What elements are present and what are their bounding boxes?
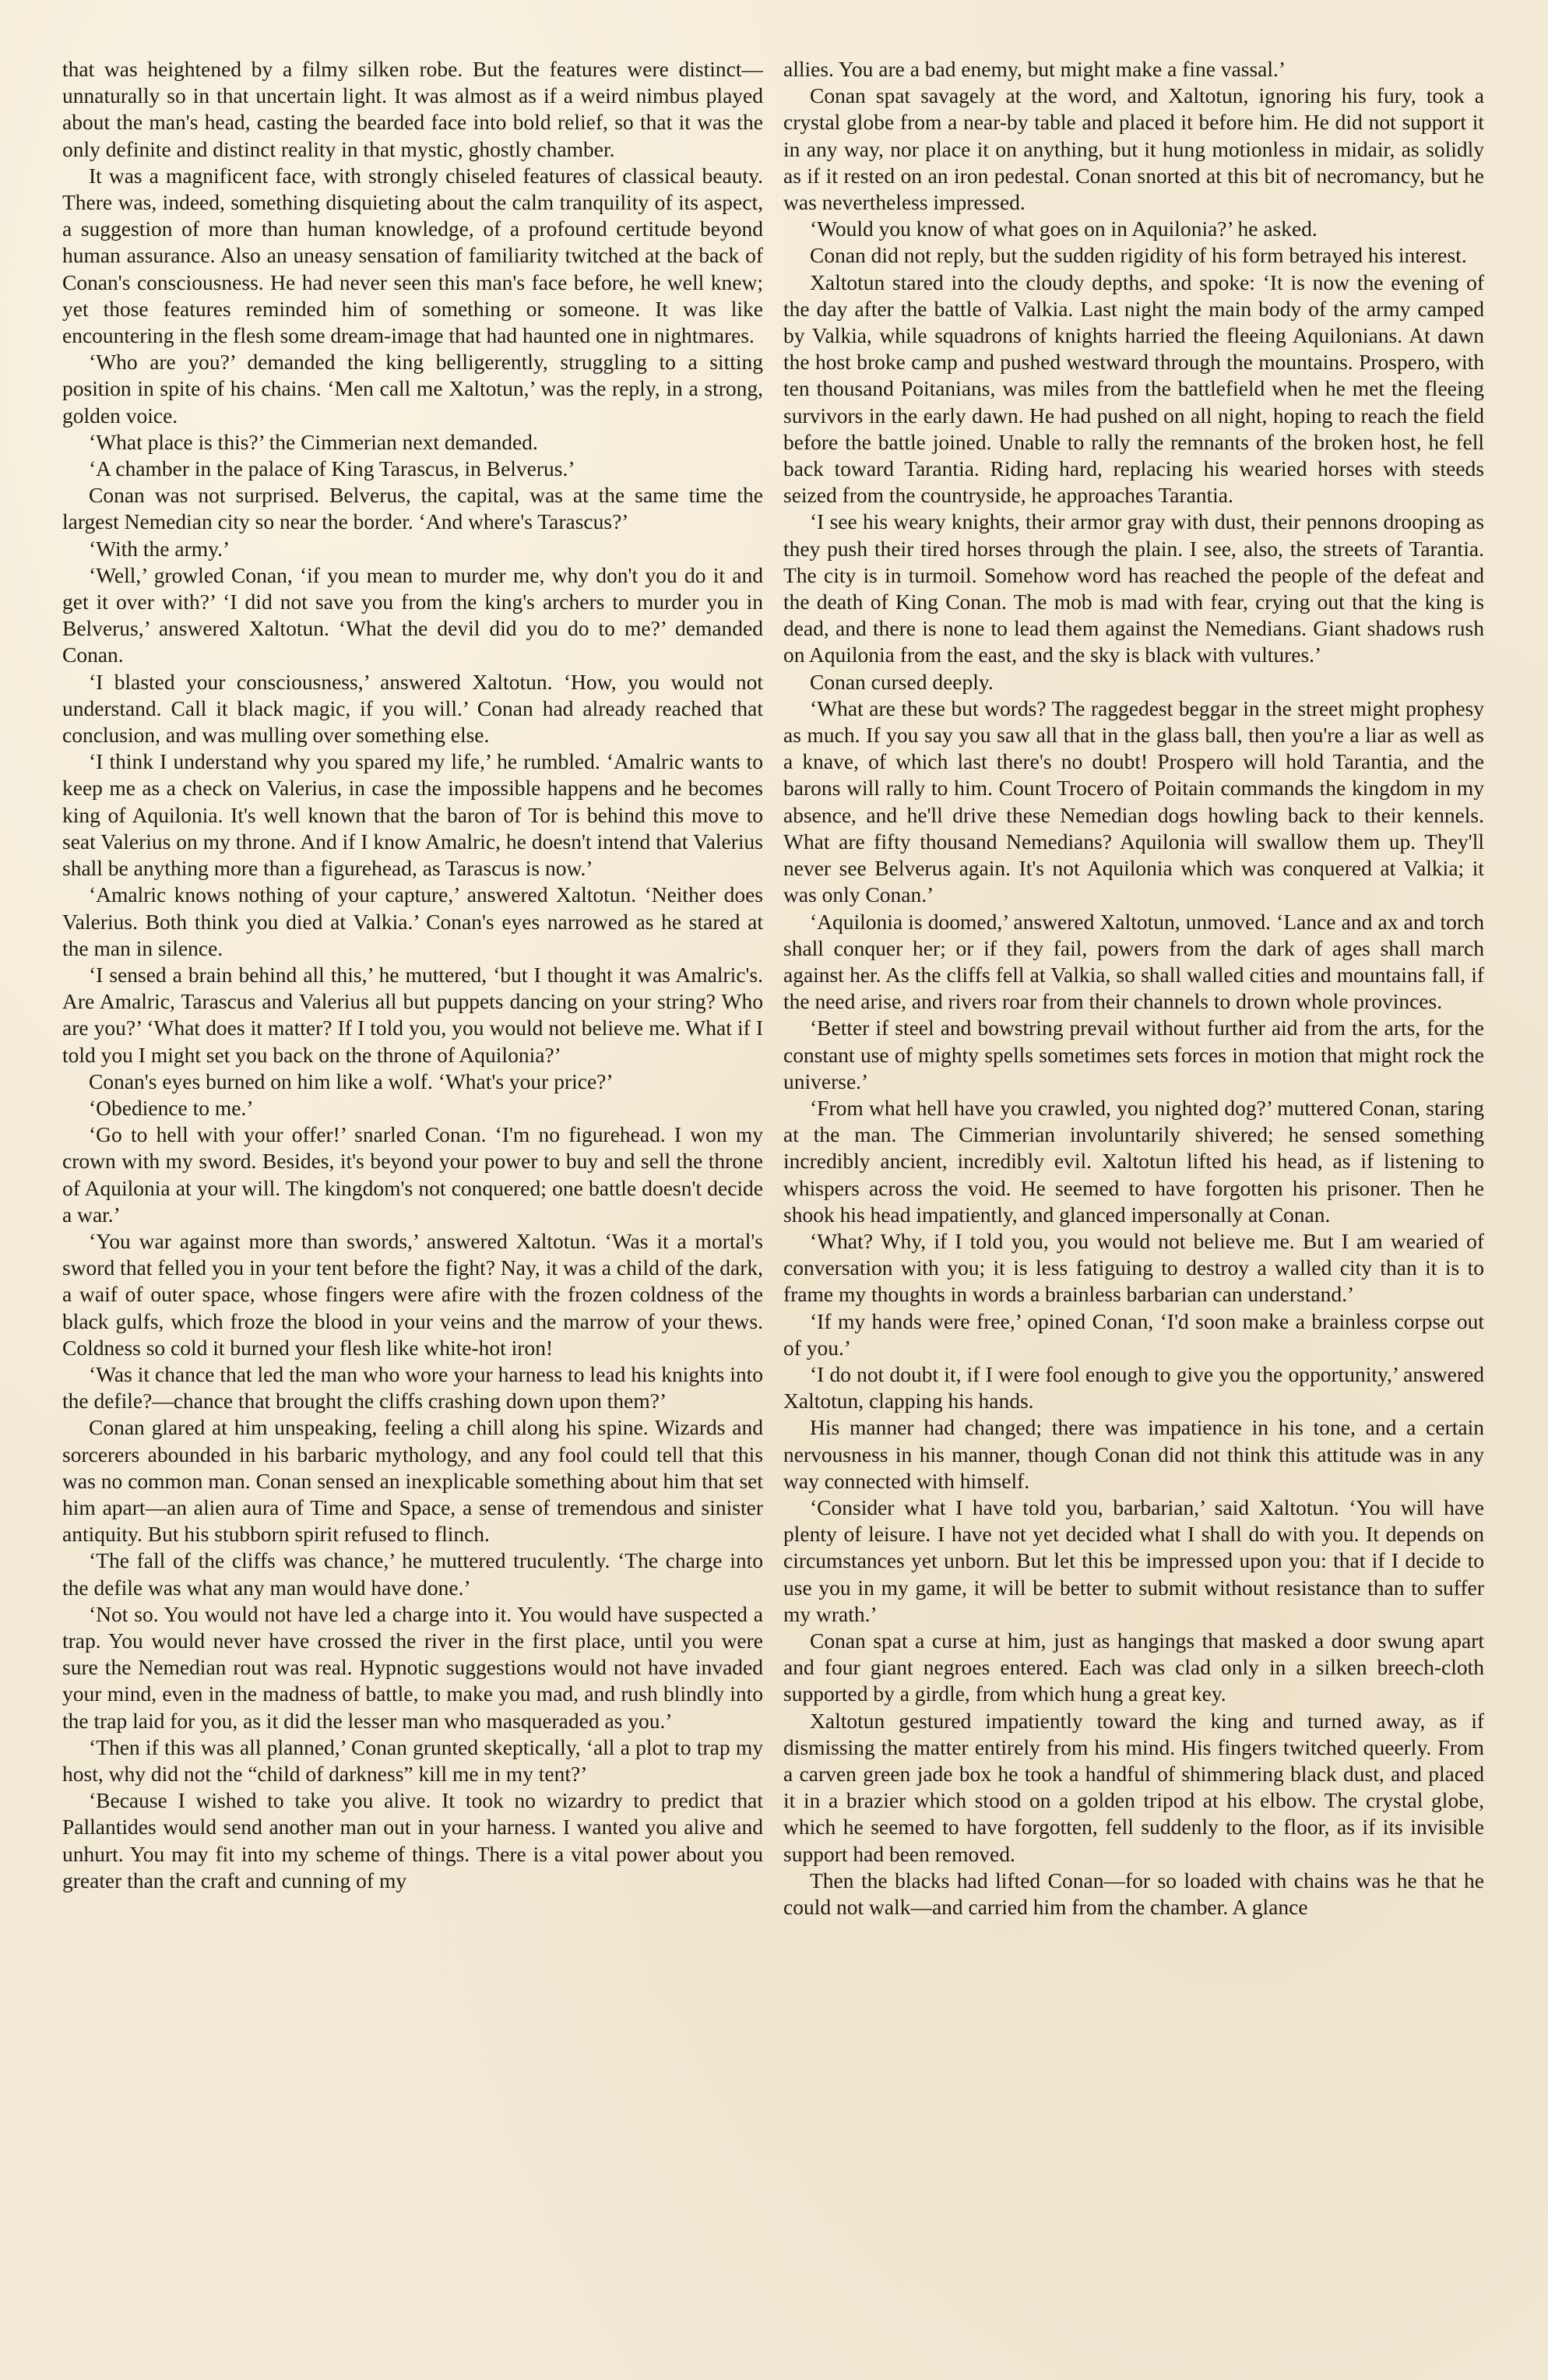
paragraph: Conan was not surprised. Belverus, the capital, was at the same time the largest Nemedian city so near the border. ‘And where's Tarascus?’ <box>62 483 763 534</box>
paragraph: ‘Obedience to me.’ <box>89 1095 254 1120</box>
paragraph: Xaltotun gestured impatiently toward the king and turned away, as if dismissing the matter entirely from his mind. His fingers twitched queerly. From a carven green jade box he took a handful of shimmering black dust, and placed it in a brazier which stood on a golden tripod at his elbow. The crystal globe, which he seemed to have forgotten, fell suddenly to the floor, as if its invisible support had been removed. <box>783 1708 1484 1866</box>
right-column <box>783 56 1484 2330</box>
paragraph: ‘I see his weary knights, their armor gray with dust, their pennons drooping as they push their tired horses through the plain. I see, also, the streets of Tarantia. The city is in turmoil. Somehow word has reached the people of the defeat and the death of King Conan. The mob is mad with fear, crying out that the king is dead, and there is none to lead them against the Nemedians. Giant shadows rush on Aquilonia from the east, and the sky is black with vultures.’ <box>783 509 1484 667</box>
left-column <box>62 56 763 2330</box>
paragraph: ‘Who are you?’ demanded the king belligerently, struggling to a sitting position in spite of his chains. ‘Men call me Xaltotun,’ was the reply, in a strong, golden voice. <box>62 350 763 428</box>
paragraph: ‘The fall of the cliffs was chance,’ he muttered truculently. ‘The charge into the defile was what any man would have done.’ <box>62 1548 763 1600</box>
paragraph: ‘What? Why, if I told you, you would not believe me. But I am wearied of conversation with you; it is less fatiguing to destroy a walled city than it is to frame my thoughts in words a brainless barbarian can understand.’ <box>783 1228 1484 1307</box>
paragraph: ‘I do not doubt it, if I were fool enough to give you the opportunity,’ answered Xaltotun, clapping his hands. <box>783 1361 1484 1414</box>
two-column-layout <box>62 56 1484 2333</box>
paragraph: ‘A chamber in the palace of King Tarascus, in Belverus.’ <box>89 456 575 481</box>
paragraph: ‘Not so. You would not have led a charge into it. You would have suspected a trap. You would never have crossed the river in the first place, until you were sure the Nemedian rout was real. Hypnotic suggestions would not have invaded your mind, even in the madness of battle, to make you mad, and rush blindly into the trap laid for you, as it did the lesser man who masqueraded as you.’ <box>62 1601 763 1733</box>
paragraph: His manner had changed; there was impatience in his tone, and a certain nervousness in his manner, though Conan did not think this attitude was in any way connected with himself. <box>783 1415 1484 1493</box>
paragraph: allies. You are a bad enemy, but might make a fine vassal.’ <box>783 57 1286 81</box>
paragraph: ‘Go to hell with your offer!’ snarled Conan. ‘I'm no figurehead. I won my crown with my sword. Besides, it's beyond your power to buy and sell the throne of Aquilonia at your will. The kingdom's not conquered; one battle doesn't decide a war.’ <box>62 1122 763 1227</box>
paragraph: that was heightened by a filmy silken robe. But the features were distinct— unnaturally so in that uncertain light. It was almost as if a weird nimbus played about the man's head, casting the bearded face into bold relief, so that it was the only definite and distinct reality in that mystic, ghostly chamber. <box>62 57 763 161</box>
paragraph: ‘What are these but words? The raggedest beggar in the street might prophesy as much. If you say you saw all that in the glass ball, then you're a liar as well as a knave, of which last there's no doubt! Prospero will hold Tarantia, and the barons will rally to him. Count Trocero of Poitain commands the kingdom in my absence, and he'll drive these Nemedian dogs howling back to their kennels. What are fifty thousand Nemedians? Aquilonia will swallow them up. They'll never see Belverus again. It's not Aquilonia which was conquered at Valkia; it was only Conan.’ <box>783 695 1484 907</box>
paragraph: ‘Consider what I have told you, barbarian,’ said Xaltotun. ‘You will have plenty of leisure. I have not yet decided what I shall do with you. It depends on circumstances yet unborn. But let this be impressed upon you: that if I decide to use you in my game, it will be better to submit without resistance than to suffer my wrath.’ <box>783 1495 1484 1626</box>
paragraph: ‘Well,’ growled Conan, ‘if you mean to murder me, why don't you do it and get it over with?’ ‘I did not save you from the king's archers to murder you in Belverus,’ answered Xaltotun. ‘What the devil did you do to me?’ demanded Conan. <box>62 562 763 667</box>
paragraph: Conan's eyes burned on him like a wolf. ‘What's your price?’ <box>89 1069 614 1093</box>
paragraph: ‘From what hell have you crawled, you nighted dog?’ muttered Conan, staring at the man. The Cimmerian involuntarily shivered; he sensed something incredibly ancient, incredibly evil. Xaltotun lifted his head, as if listening to whispers across the void. He seemed to have forgotten his prisoner. Then he shook his head impatiently, and glanced impersonally at Conan. <box>783 1095 1484 1227</box>
paragraph: Conan spat a curse at him, just as hangings that masked a door swung apart and four giant negroes entered. Each was clad only in a silken breech-cloth supported by a girdle, from which hung a great key. <box>783 1628 1484 1706</box>
paragraph: ‘Then if this was all planned,’ Conan grunted skeptically, ‘all a plot to trap my host, why did not the “child of darkness” kill me in my tent?’ <box>62 1734 763 1786</box>
paragraph: ‘You war against more than swords,’ answered Xaltotun. ‘Was it a mortal's sword that felled you in your tent before the fight? Nay, it was a child of the dark, a waif of outer space, whose fingers were afire with the frozen coldness of the black gulfs, which froze the blood in your veins and the marrow of your thews. Coldness so cold it burned your flesh like white-hot iron! <box>62 1228 763 1360</box>
paragraph: Conan did not reply, but the sudden rigidity of his form betrayed his interest. <box>810 243 1467 268</box>
paragraph: It was a magnificent face, with strongly chiseled features of classical beauty. There was, indeed, something disquieting about the calm tranquility of its aspect, a suggestion of more than human knowledge, of a profound certitude beyond human assurance. Also an uneasy sensation of familiarity twitched at the back of Conan's consciousness. He had never seen this man's face before, he well knew; yet those features reminded him of something or someone. It was like encountering in the flesh some dream-image that had haunted one in nightmares. <box>62 163 763 348</box>
paragraph: ‘I sensed a brain behind all this,’ he muttered, ‘but I thought it was Amalric's. Are Amalric, Tarascus and Valerius all but puppets dancing on your string? Who are you?’ ‘What does it matter? If I told you, you would not believe me. What if I told you I might set you back on the throne of Aquilonia?’ <box>62 962 763 1067</box>
paragraph: ‘Better if steel and bowstring prevail without further aid from the arts, for the constant use of mighty spells sometimes sets forces in motion that might rock the universe.’ <box>783 1016 1484 1093</box>
paragraph: Then the blacks had lifted Conan—for so loaded with chains was he that he could not walk—and carried him from the chamber. A glance <box>783 1868 1484 1920</box>
paragraph: ‘What place is this?’ the Cimmerian next demanded. <box>89 429 538 454</box>
paragraph: ‘Aquilonia is doomed,’ answered Xaltotun, unmoved. ‘Lance and ax and torch shall conquer her; or if they fail, powers from the dark of ages shall march against her. As the cliffs fell at Valkia, so shall walled cities and mountains fall, if the need arise, and rivers roar from their channels to drown whole provinces. <box>783 909 1484 1014</box>
paragraph: Xaltotun stared into the cloudy depths, and spoke: ‘It is now the evening of the day after the battle of Valkia. Last night the main body of the army camped by Valkia, while squadrons of knights harried the fleeing Aquilonians. At dawn the host broke camp and pushed westward through the mountains. Prospero, with ten thousand Poitanians, was miles from the battlefield when he met the fleeing survivors in the early dawn. He had pushed on all night, hoping to reach the field before the battle joined. Unable to rally the remnants of the broken host, he fell back toward Tarantia. Riding hard, replacing his wearied horses with steeds seized from the countryside, he approaches Tarantia. <box>783 269 1484 508</box>
paragraph: ‘Amalric knows nothing of your capture,’ answered Xaltotun. ‘Neither does Valerius. Both think you died at Valkia.’ Conan's eyes narrowed as he stared at the man in silence. <box>62 882 763 960</box>
paragraph: Conan spat savagely at the word, and Xaltotun, ignoring his fury, took a crystal globe from a near-by table and placed it before him. He did not support it in any way, nor place it on anything, but it hung motionless in midair, as solidly as if it rested on an iron pedestal. Conan snorted at this bit of necromancy, but he was nevertheless impressed. <box>783 83 1484 215</box>
paragraph: Conan glared at him unspeaking, feeling a chill along his spine. Wizards and sorcerers abounded in his barbaric mythology, and any fool could tell that this was no common man. Conan sensed an inexplicable something about him that set him apart—an alien aura of Time and Space, a sense of tremendous and sinister antiquity. But his stubborn spirit refused to flinch. <box>62 1415 763 1547</box>
paragraph: Conan cursed deeply. <box>810 669 994 694</box>
paragraph: ‘I think I understand why you spared my life,’ he rumbled. ‘Amalric wants to keep me as a check on Valerius, in case the impossible happens and he becomes king of Aquilonia. It's well known that the baron of Tor is behind this move to seat Valerius on my throne. And if I know Amalric, he doesn't intend that Valerius shall be anything more than a figurehead, as Tarascus is now.’ <box>62 749 763 881</box>
paragraph: ‘I blasted your consciousness,’ answered Xaltotun. ‘How, you would not understand. Call it black magic, if you will.’ Conan had already reached that conclusion, and was mulling over something else. <box>62 669 763 748</box>
paragraph: ‘If my hands were free,’ opined Conan, ‘I'd soon make a brainless corpse out of you.’ <box>783 1308 1484 1360</box>
paragraph: ‘With the army.’ <box>89 536 230 561</box>
paragraph: ‘Would you know of what goes on in Aquilonia?’ he asked. <box>810 217 1318 241</box>
paragraph: ‘Was it chance that led the man who wore your harness to lead his knights into the defile?—chance that brought the cliffs crashing down upon them?’ <box>62 1361 763 1414</box>
paragraph: ‘Because I wished to take you alive. It took no wizardry to predict that Pallantides would send another man out in your harness. I wanted you alive and unhurt. You may fit into my scheme of things. There is a vital power about you greater than the craft and cunning of my <box>62 1788 763 1892</box>
